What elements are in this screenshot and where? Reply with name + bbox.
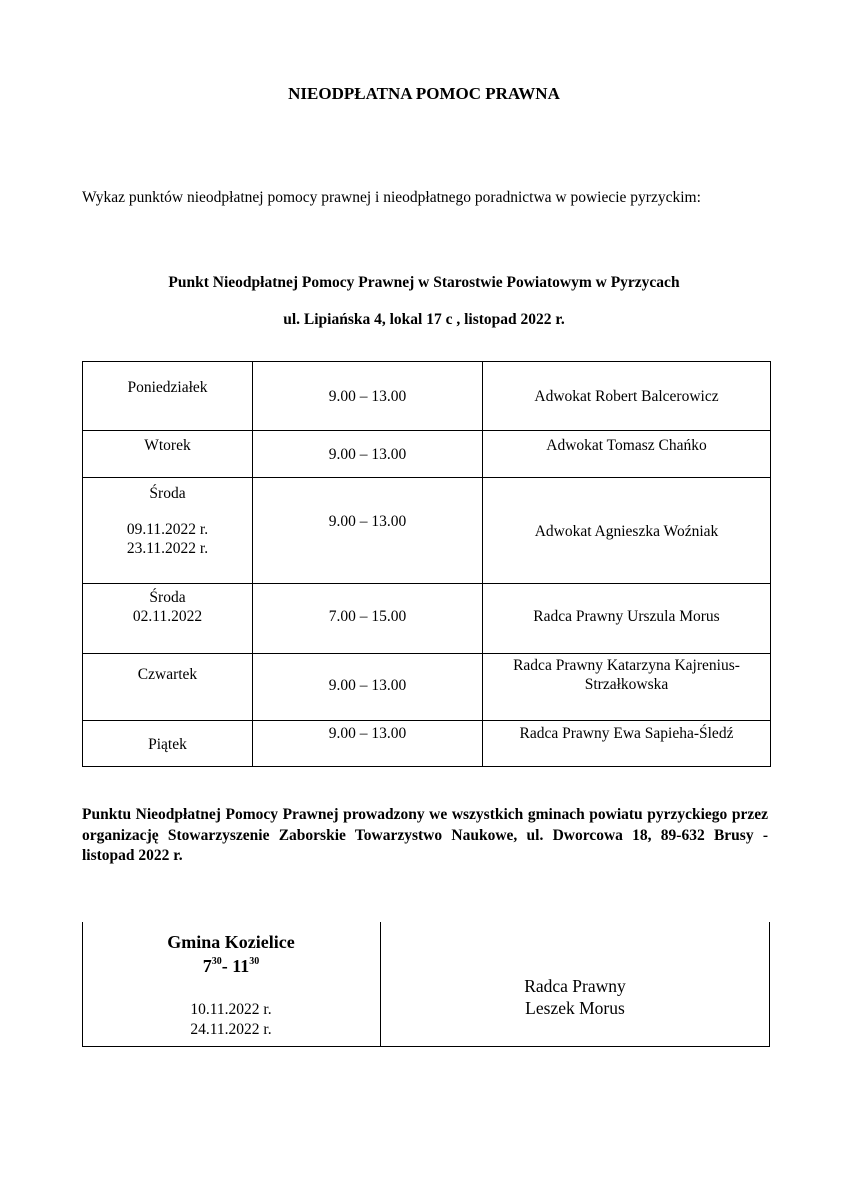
day-label: Czwartek: [137, 666, 198, 683]
day-cell: [83, 431, 253, 478]
hours-cell: [253, 654, 483, 721]
day-cell: [83, 362, 253, 431]
gmina-date: 10.11.2022 r.: [190, 1001, 272, 1018]
table-row: [83, 654, 771, 721]
date-label: 23.11.2022 r.: [126, 540, 209, 557]
day-label: Piątek: [148, 736, 187, 753]
gmina-hours: $7^{30}-$ $11^{30}$: [202, 956, 260, 976]
lawyer-label: Strzałkowska: [584, 676, 669, 693]
lawyer-label: Adwokat Agnieszka Woźniak: [534, 523, 719, 540]
hours-cell: [253, 431, 483, 478]
gmina-table: [82, 922, 770, 1047]
hours-cell: [253, 721, 483, 767]
gmina-name: Gmina Kozielice: [167, 932, 295, 952]
table-row: [83, 362, 771, 431]
day-label: Środa: [149, 485, 186, 502]
lawyer-label: Adwokat Robert Balcerowicz: [534, 388, 719, 405]
hours-label: 9.00 – 13.00: [328, 513, 407, 530]
intro-text: Wykaz punktów nieodpłatnej pomocy prawnej i nieodpłatnego poradnictwa w powiecie pyrzyckim:: [82, 189, 701, 206]
lawyer-label: Adwokat Tomasz Chańko: [546, 437, 707, 454]
day-cell: [83, 654, 253, 721]
lawyer-cell: [483, 721, 771, 767]
point-address: ul. Lipiańska 4, lokal 17 c , listopad 2022 r.: [283, 311, 565, 328]
lawyer-cell: [483, 654, 771, 721]
lawyer-label: Radca Prawny: [524, 976, 626, 996]
day-cell: [83, 584, 253, 654]
table-row: [83, 584, 771, 654]
table-border: [82, 1046, 770, 1047]
table-row: [83, 478, 771, 584]
lawyer-cell: [483, 431, 771, 478]
hours-cell: [253, 362, 483, 431]
lawyer-label: Radca Prawny Ewa Sapieha-Śledź: [519, 725, 734, 742]
date-label: 09.11.2022 r.: [126, 521, 209, 538]
hours-cell: [253, 584, 483, 654]
day-cell: [83, 478, 253, 584]
hours-label: 7.00 – 15.00: [328, 608, 407, 625]
day-label: Poniedziałek: [127, 379, 208, 396]
gmina-lawyer: [380, 975, 770, 1019]
day-label: Środa: [149, 589, 186, 606]
date-label: 02.11.2022: [132, 608, 203, 625]
lawyer-cell: [483, 362, 771, 431]
lawyer-label: Radca Prawny Katarzyna Kajrenius-: [513, 657, 740, 674]
hours-label: 9.00 – 13.00: [328, 388, 407, 405]
lawyer-label: Radca Prawny Urszula Morus: [533, 608, 720, 625]
schedule-table: [82, 361, 771, 767]
page-title: NIEODPŁATNA POMOC PRAWNA: [288, 84, 560, 103]
table-row: [83, 721, 771, 767]
day-cell: [83, 721, 253, 767]
hours-label: 9.00 – 13.00: [328, 446, 407, 463]
hours-label: 9.00 – 13.00: [328, 677, 407, 694]
hours-cell: [253, 478, 483, 584]
lawyer-cell: [483, 478, 771, 584]
organization-note: Punktu Nieodpłatnej Pomocy Prawnej prowadzony we wszystkich gminach powiatu pyrzyckiego przez organizację Stowarzyszenie Zaborskie Towarzystwo Naukowe, ul. Dworcowa 18, 89-632 Brusy - listopad 2022 r.: [82, 806, 768, 864]
gmina-date: 24.11.2022 r.: [190, 1021, 272, 1038]
lawyer-cell: [483, 584, 771, 654]
point-name: Punkt Nieodpłatnej Pomocy Prawnej w Starostwie Powiatowym w Pyrzycach: [168, 274, 680, 291]
hours-label: 9.00 – 13.00: [328, 725, 407, 742]
table-row: [83, 431, 771, 478]
lawyer-label: Leszek Morus: [525, 998, 625, 1018]
day-label: Wtorek: [144, 437, 191, 454]
